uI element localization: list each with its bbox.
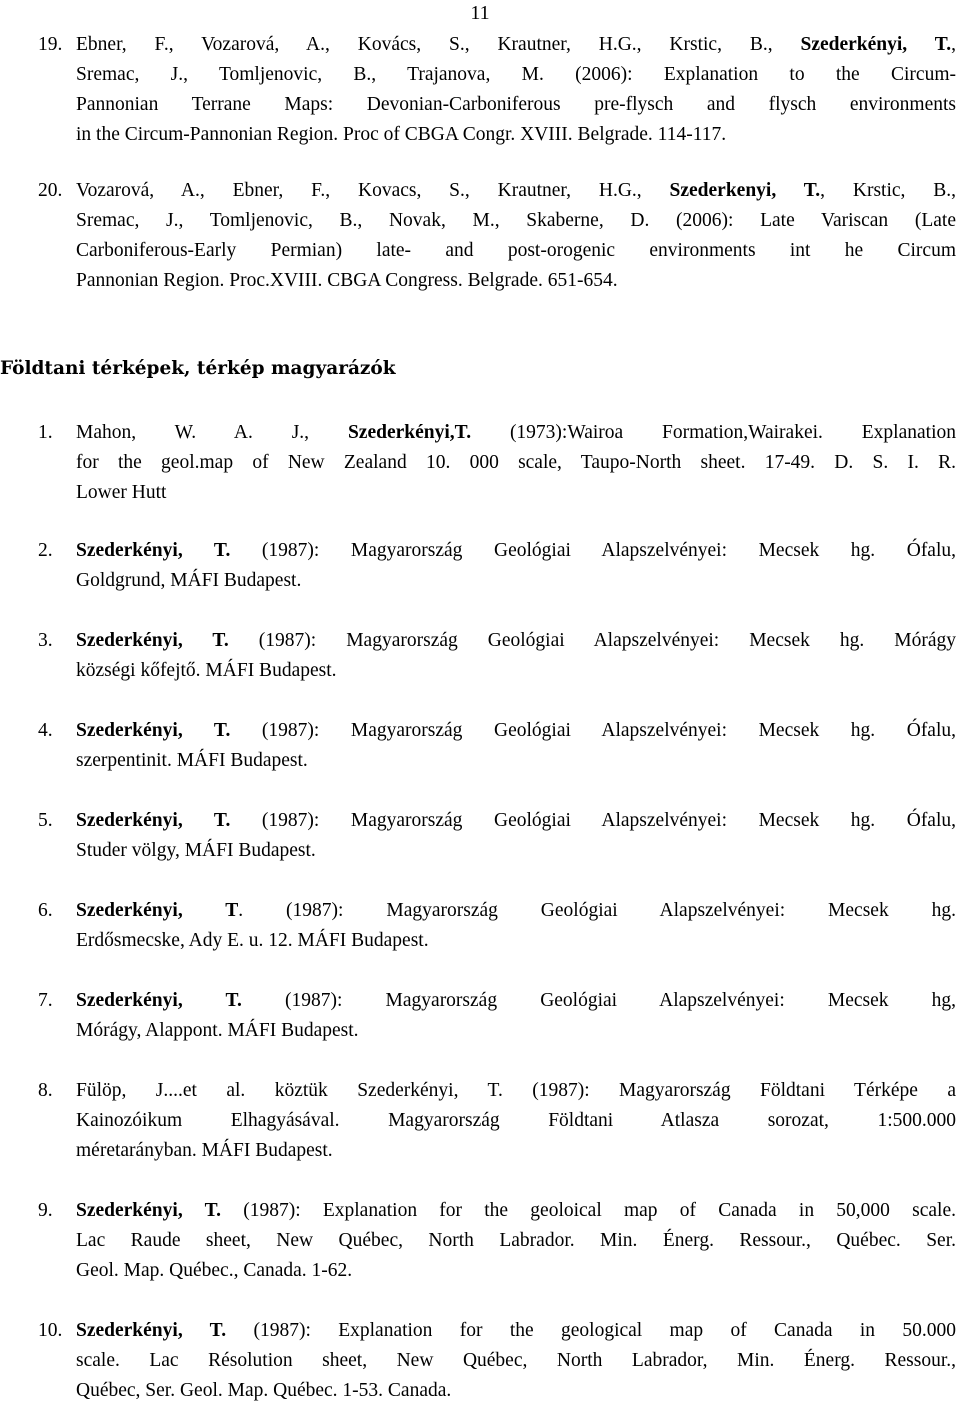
reference-text: [76, 176, 956, 296]
reference-text: [76, 626, 956, 686]
reference-text-segment: községi kőfejtő. MÁFI Budapest.: [76, 660, 337, 681]
reference-text: [76, 536, 956, 596]
reference-text-segment: Goldgrund, MÁFI Budapest.: [76, 570, 302, 591]
reference-text-segment: (1987): Magyarország Geológiai Alapszelvényei: Mecsek hg. Ófalu,: [230, 540, 957, 561]
reference-text-segment: Ebner, F., Vozarová, A., Kovács, S., Krautner, H.G., Krstic, B.,: [76, 34, 801, 55]
reference-line: [76, 1346, 956, 1376]
reference-text-segment: , Krstic, B.,: [820, 180, 957, 201]
reference-entry: [38, 176, 956, 296]
reference-line: [76, 1106, 956, 1136]
reference-line: [76, 716, 956, 746]
reference-number: 2.: [38, 540, 53, 561]
page-number: 11: [470, 2, 490, 24]
reference-text: [76, 418, 956, 508]
reference-number: 3.: [38, 630, 53, 651]
reference-text: [76, 30, 956, 150]
author-name-bold: Szederkényi, T: [76, 900, 239, 921]
reference-text-segment: Sremac, J., Tomljenovic, B., Trajanova, M. (2006): Explanation to the Circum-: [76, 64, 956, 85]
reference-text-segment: Sremac, J., Tomljenovic, B., Novak, M., Skaberne, D. (2006): Late Variscan (Late: [76, 210, 956, 231]
reference-text-segment: (1987): Magyarország Geológiai Alapszelvényei: Mecsek hg. Ófalu,: [230, 720, 957, 741]
reference-text-segment: Lac Raude sheet, New Québec, North Labrador. Min. Énerg. Ressour., Québec. Ser.: [76, 1230, 956, 1251]
reference-entry: [38, 1316, 956, 1406]
reference-number: 7.: [38, 990, 53, 1011]
reference-number: 19.: [38, 34, 63, 55]
reference-line: [76, 896, 956, 926]
reference-text: [76, 986, 956, 1046]
reference-line: [76, 90, 956, 120]
reference-text-segment: Kainozóikum Elhagyásával. Magyarország Földtani Atlasza sorozat, 1:500.000: [76, 1110, 956, 1131]
reference-line: [76, 418, 956, 448]
reference-text-segment: (1987): Magyarország Geológiai Alapszelvényei: Mecsek hg,: [241, 990, 956, 1011]
reference-text-segment: Pannonian Terrane Maps: Devonian-Carboniferous pre-flysch and flysch environments: [76, 94, 956, 115]
reference-line: [76, 1196, 956, 1226]
reference-line: [76, 266, 956, 296]
reference-entry: [38, 896, 956, 956]
reference-entry: [38, 716, 956, 776]
reference-text-segment: scale. Lac Résolution sheet, New Québec, North Labrador, Min. Énerg. Ressour.,: [76, 1350, 956, 1371]
reference-text-segment: (1973):Wairoa Formation,Wairakei. Explanation: [471, 422, 956, 443]
reference-text-segment: Mórágy, Alappont. MÁFI Budapest.: [76, 1020, 359, 1041]
reference-text-segment: (1987): Magyarország Geológiai Alapszelvényei: Mecsek hg. Ófalu,: [230, 810, 957, 831]
reference-text-segment: (1987): Magyarország Geológiai Alapszelvényei: Mecsek hg. Mórágy: [228, 630, 956, 651]
reference-text-segment: for the geol.map of New Zealand 10. 000 scale, Taupo-North sheet. 17-49. D. S. I. R.: [76, 452, 956, 473]
reference-line: [76, 746, 956, 776]
reference-text: [76, 896, 956, 956]
reference-line: [76, 448, 956, 478]
reference-line: [76, 836, 956, 866]
reference-text-segment: Fülöp, J....et al. köztük Szederkényi, T. (1987): Magyarország Földtani Térképe a: [76, 1080, 956, 1101]
reference-text-segment: Carboniferous-Early Permian) late- and post-orogenic environments int he Circum: [76, 240, 956, 261]
reference-line: [76, 1076, 956, 1106]
reference-entry: [38, 536, 956, 596]
author-name-bold: Szederkényi, T.: [76, 810, 231, 831]
reference-text-segment: Erdősmecske, Ady E. u. 12. MÁFI Budapest.: [76, 930, 429, 951]
reference-text-segment: ,: [951, 34, 957, 55]
reference-line: [76, 536, 956, 566]
reference-line: [76, 656, 956, 686]
reference-number: 10.: [38, 1320, 63, 1341]
section-heading: Földtani térképek, térkép magyarázók: [0, 358, 396, 379]
reference-line: [76, 206, 956, 236]
reference-text-segment: méretarányban. MÁFI Budapest.: [76, 1140, 333, 1161]
reference-entry: [38, 1076, 956, 1166]
reference-line: [76, 626, 956, 656]
reference-line: [76, 478, 956, 508]
reference-text: [76, 1196, 956, 1286]
reference-line: [76, 1376, 956, 1406]
reference-text-segment: Mahon, W. A. J.,: [76, 422, 348, 443]
reference-line: [76, 1016, 956, 1046]
author-name-bold: Szederkényi, T.: [800, 34, 952, 55]
reference-text-segment: in the Circum-Pannonian Region. Proc of CBGA Congr. XVIII. Belgrade. 114-117.: [76, 124, 727, 145]
reference-text-segment: Geol. Map. Québec., Canada. 1-62.: [76, 1260, 353, 1281]
author-name-bold: Szederkényi, T.: [76, 990, 242, 1011]
reference-line: [76, 1136, 956, 1166]
author-name-bold: Szederkényi, T.: [76, 1200, 221, 1221]
reference-line: [76, 806, 956, 836]
reference-text: [76, 716, 956, 776]
reference-number: 1.: [38, 422, 53, 443]
reference-number: 6.: [38, 900, 53, 921]
reference-text-segment: Vozarová, A., Ebner, F., Kovacs, S., Krautner, H.G.,: [76, 180, 670, 201]
reference-number: 20.: [38, 180, 63, 201]
reference-text: [76, 1316, 956, 1406]
reference-number: 4.: [38, 720, 53, 741]
reference-entry: [38, 986, 956, 1046]
reference-line: [76, 1316, 956, 1346]
reference-text: [76, 806, 956, 866]
reference-line: [76, 176, 956, 206]
reference-line: [76, 30, 956, 60]
reference-line: [76, 986, 956, 1016]
reference-text-segment: Québec, Ser. Geol. Map. Québec. 1-53. Canada.: [76, 1380, 452, 1401]
author-name-bold: Szederkényi, T.: [76, 540, 231, 561]
reference-text-segment: (1987): Explanation for the geological map of Canada in 50.000: [226, 1320, 956, 1341]
reference-line: [76, 60, 956, 90]
reference-text: [76, 1076, 956, 1166]
reference-number: 9.: [38, 1200, 53, 1221]
reference-text-segment: Lower Hutt: [76, 482, 167, 503]
reference-line: [76, 236, 956, 266]
reference-text-segment: (1987): Explanation for the geoloical map of Canada in 50,000 scale.: [221, 1200, 956, 1221]
reference-entry: [38, 626, 956, 686]
reference-entry: [38, 1196, 956, 1286]
author-name-bold: Szederkényi,T.: [347, 422, 472, 443]
reference-number: 5.: [38, 810, 53, 831]
reference-text-segment: szerpentinit. MÁFI Budapest.: [76, 750, 308, 771]
reference-number: 8.: [38, 1080, 53, 1101]
author-name-bold: Szederkenyi, T.: [669, 180, 821, 201]
reference-line: [76, 566, 956, 596]
reference-entry: [38, 418, 956, 508]
reference-text-segment: . (1987): Magyarország Geológiai Alapszelvényei: Mecsek hg.: [238, 900, 956, 921]
reference-entry: [38, 806, 956, 866]
author-name-bold: Szederkényi, T.: [76, 1320, 227, 1341]
reference-line: [76, 1226, 956, 1256]
reference-text-segment: Pannonian Region. Proc.XVIII. CBGA Congress. Belgrade. 651-654.: [76, 270, 618, 291]
reference-text-segment: Studer völgy, MÁFI Budapest.: [76, 840, 316, 861]
reference-line: [76, 1256, 956, 1286]
reference-line: [76, 120, 956, 150]
author-name-bold: Szederkényi, T.: [76, 720, 231, 741]
reference-entry: [38, 30, 956, 150]
reference-line: [76, 926, 956, 956]
author-name-bold: Szederkényi, T.: [76, 630, 229, 651]
